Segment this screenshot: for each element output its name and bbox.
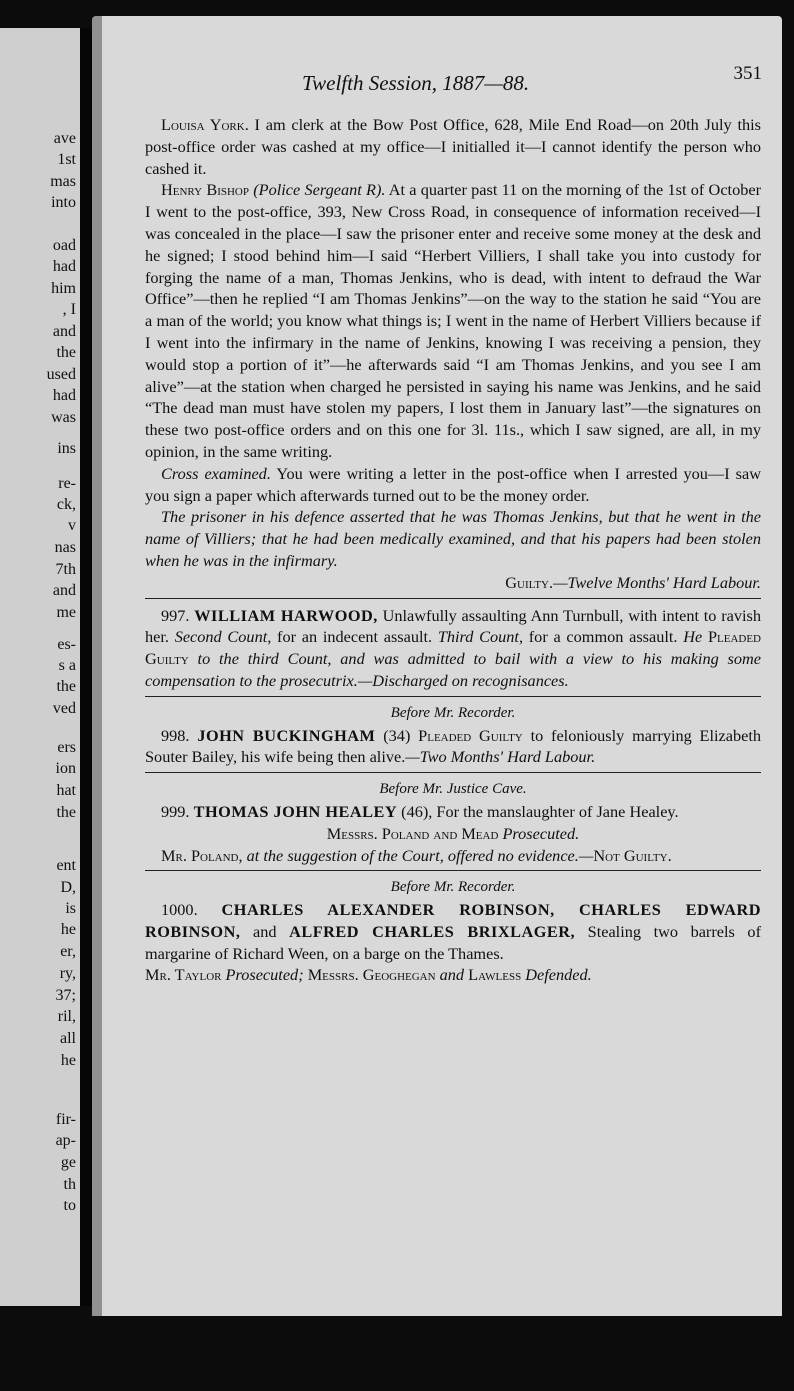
left-page-fragment: , I [62, 301, 76, 318]
prosecutors: Messrs. Poland and Mead [326, 823, 499, 843]
left-page-fragment: oad [52, 237, 76, 254]
case-1000 [145, 899, 761, 964]
verdict [145, 572, 761, 594]
cross-examination [145, 463, 761, 507]
left-page-fragment: he [60, 1052, 76, 1069]
charge-text-3: for a common assault. [523, 627, 684, 647]
defence-counsel: Messrs. Geoghegan [307, 965, 436, 985]
left-page-fragment: ap- [55, 1132, 76, 1149]
page-content [145, 114, 761, 986]
outcome-text: at the suggestion of the Court, offered no evidence.— [242, 845, 594, 865]
defendant-name-3: ALFRED CHARLES BRIXLAGER, [289, 921, 576, 941]
defendant-names: CHARLES ALEXANDER ROBINSON, CHARLES EDWARD ROBINSON, [145, 900, 761, 941]
case-number: 1000. [161, 900, 198, 920]
left-page-fragment: the [56, 678, 76, 695]
case-997 [145, 605, 761, 692]
book-page [92, 16, 782, 1316]
book-gutter [80, 28, 92, 1306]
case-998 [145, 725, 761, 769]
prosecution-line [145, 823, 761, 845]
left-page-fragment: ave [53, 130, 76, 147]
defendant-name: THOMAS JOHN HEALEY [193, 801, 398, 821]
left-page-fragment: er, [60, 943, 76, 960]
charge-text: to feloniously marrying Elizabeth Souter Bailey, his wife being then alive. [145, 725, 762, 767]
case-number: 998. [161, 725, 190, 745]
left-page-fragment: s a [58, 657, 76, 674]
counsel-line [145, 964, 761, 986]
left-page-fragment: and [52, 582, 76, 599]
left-page-fragment: 37; [55, 987, 76, 1004]
left-page-fragment: was [51, 409, 76, 426]
charge-text-2: for an indecent assault. [271, 627, 438, 647]
left-page-fragment: ins [57, 440, 76, 457]
york-testimony [145, 114, 761, 179]
left-page-fragment: the [56, 344, 76, 361]
left-page-fragment: ril, [57, 1008, 76, 1025]
left-page-fragment: ck, [56, 496, 76, 513]
left-page-fragment: ry, [59, 965, 76, 982]
judge-line: Before Mr. Justice Cave. [379, 781, 527, 798]
cross-label: Cross examined. [161, 463, 271, 483]
witness-name: Louisa York. [161, 115, 249, 134]
plea-outcome: to the third Count, and was admitted to bail with a view to his making some compensation to the prosecutrix.—Discharged on recognisances. [145, 649, 761, 690]
verdict-sentence: —Twelve Months' Hard Labour. [553, 572, 761, 592]
left-page-fragment: all [60, 1030, 76, 1047]
left-page-edge [0, 28, 83, 1306]
running-head: Twelfth Session, 1887—88. [302, 71, 530, 95]
left-page-fragment: he [60, 921, 76, 938]
defendant-age: (34) [375, 725, 419, 745]
page-number: 351 [733, 63, 762, 84]
section-rule [145, 696, 761, 697]
defendant-name: WILLIAM HARWOOD, [194, 605, 378, 625]
case-999-outcome [145, 845, 761, 867]
charge-text: (46), For the manslaughter of Jane Healey. [397, 801, 679, 821]
left-page-fragment: re- [58, 475, 76, 492]
left-page-fragment: him [51, 280, 76, 297]
left-page-fragment: ent [56, 857, 76, 874]
left-page-fragment: 7th [55, 561, 76, 578]
left-page-fragment: to [63, 1197, 76, 1214]
counsel-name: Mr. Poland, [161, 845, 243, 865]
testimony-text: At a quarter past 11 on the morning of the 1st of October I went to the post-office, 393, New Cross Road, in consequence of information received—I was concealed in the place—I saw the prisoner enter and receive some money at the desk and he signed; I stood behind him—I said “Herbert Villiers, I shall take you into custody for forging the name of a man, Thomas Jenkins, who is dead, with intent to defraud the War Office”—then he replied “I am Thomas Jenkins”—on the way to the station he said “You are a man of the world; you know what things is; I went in the name of Herbert Villiers because if I went into the infirmary in the name of Jenkins, knowing I was receiving a pension, they would stop a portion of it”—he afterwards said “I am Thomas Jenkins, and you see I am alive”—at the station when charged he persisted in saying his name was Jenkins, and he said “The dead man must have stolen my papers, I lost them in January last”—the signatures on these two post-office orders and on this one for 3l. 11s., which I saw signed, are all, in my opinion, in the same writing. [145, 180, 761, 461]
left-page-fragment: the [56, 804, 76, 821]
left-page-fragment: into [51, 194, 76, 211]
not-word: Not [593, 845, 620, 865]
testimony-text: I am clerk at the Bow Post Office, 628, Mile End Road—on 20th July this post-office order was cashed at my office—I initialled it—I cannot identify the person who cashed it. [145, 115, 761, 178]
prosecuted-word: Prosecuted. [498, 823, 580, 843]
left-page-fragment: ers [57, 739, 76, 756]
left-page-fragment: es- [57, 636, 76, 653]
left-page-fragment: nas [54, 539, 76, 556]
left-page-fragment: hat [56, 782, 76, 799]
pleaded-guilty: Pleaded Guilty [418, 725, 523, 745]
prosecuted-word: Prosecuted; [221, 965, 308, 985]
left-page-fragment: had [52, 387, 76, 404]
defended-word: Defended. [521, 965, 592, 985]
sentence: —Two Months' Hard Labour. [405, 747, 596, 767]
left-page-fragment: me [56, 604, 76, 621]
charge-text: Stealing two barrels of margarine of Richard Ween, on a barge on the Thames. [145, 921, 761, 963]
pleaded-guilty: Pleaded Guilty [145, 627, 761, 669]
left-page-fragment: is [65, 900, 76, 917]
witness-name: Henry Bishop [161, 180, 249, 200]
judge-line: Before Mr. Recorder. [390, 704, 516, 721]
judge-line: Before Mr. Recorder. [390, 879, 516, 896]
left-page-fragment: ion [55, 760, 76, 777]
page-shadow [92, 16, 102, 1316]
section-rule [145, 870, 761, 871]
left-page-fragment: D, [60, 879, 76, 896]
left-page-fragment: th [63, 1176, 76, 1193]
section-rule [145, 772, 761, 773]
and-word: and [435, 965, 469, 985]
witness-rank: (Police Sergeant R). [253, 180, 386, 200]
left-page-fragment: used [46, 366, 76, 383]
left-page-fragment: ge [60, 1154, 76, 1171]
section-rule [145, 598, 761, 599]
third-count: Third Count, [437, 627, 524, 647]
left-page-fragment: fir- [55, 1111, 76, 1128]
left-page-fragment: v [68, 517, 76, 534]
case-999 [145, 801, 761, 823]
charge-text: Unlawfully assaulting Ann Turnbull, with intent to ravish her. [145, 605, 761, 647]
case-number: 997. [161, 605, 190, 625]
defendant-name: JOHN BUCKINGHAM [197, 725, 376, 745]
and-word: and [240, 921, 290, 941]
defence-counsel-2: Lawless [468, 965, 522, 985]
left-page-fragment: had [52, 258, 76, 275]
prosecution-counsel: Mr. Taylor [145, 965, 222, 985]
verdict-guilty: Guilty. [505, 572, 554, 592]
second-count: Second Count, [174, 627, 272, 647]
left-page-fragment: and [52, 323, 76, 340]
left-page-fragment: 1st [57, 151, 76, 168]
guilty-word: Guilty. [623, 845, 672, 865]
cross-text: You were writing a letter in the post-office when I arrested you—I saw you sign a paper which afterwards turned out to be the money order. [145, 463, 761, 505]
case-number: 999. [161, 801, 190, 821]
he-word: He [683, 627, 703, 647]
left-page-fragment: ved [52, 700, 76, 717]
bishop-testimony [145, 179, 761, 462]
defence-statement: The prisoner in his defence asserted that he was Thomas Jenkins, but that he went in the name of Villiers; that he had been medically examined, and that his papers had been stolen when he was in the infirmary. [145, 507, 761, 570]
left-page-fragment: mas [50, 173, 76, 190]
